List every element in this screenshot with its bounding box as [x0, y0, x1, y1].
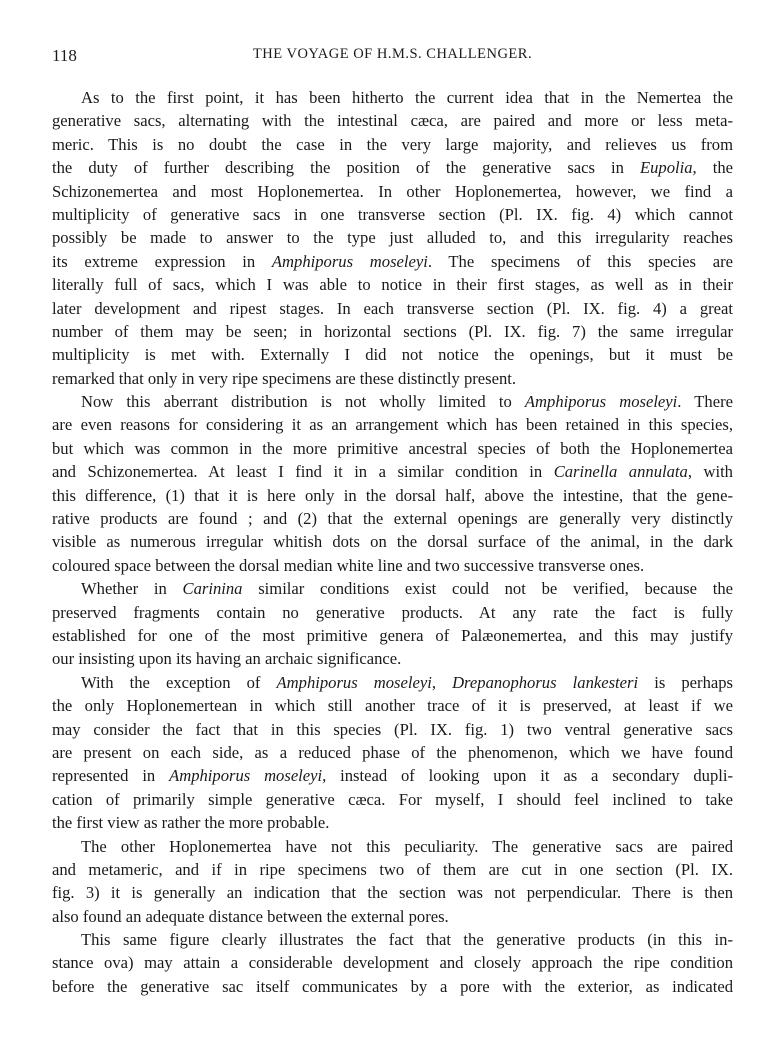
text-segment: visible as numerous irregular whitish dots on the dorsal surface of the animal, in the dark [52, 532, 733, 552]
text-segment: later development and ripest stages. In each transverse section (Pl. IX. fig. 4) a great [52, 298, 733, 318]
body-text [52, 86, 733, 998]
text-segment: similar conditions exist could not be verified, because the [242, 579, 733, 599]
text-line [52, 343, 733, 366]
italic-taxon-name: Amphiporus moseleyi [271, 251, 428, 271]
text-line [52, 951, 733, 974]
text-segment: represented in [52, 766, 170, 786]
text-segment: and metameric, and if in ripe specimens two of them are cut in one section (Pl. IX. [52, 859, 733, 879]
text-segment: stance ova) may attain a considerable development and closely approach the ripe condition [52, 953, 733, 973]
text-segment: As to the first point, it has been hitherto the current idea that in the Nemertea the [81, 88, 733, 107]
text-segment: multiplicity of generative sacs in one transverse section (Pl. IX. fig. 4) which cannot [52, 204, 733, 224]
text-segment: cation of primarily simple generative cæca. For myself, I should feel inclined to take [52, 789, 733, 809]
text-segment: Whether in [81, 579, 183, 599]
text-segment: this difference, (1) that it is here only in the dorsal half, above the intestine, that the gene- [52, 485, 733, 505]
text-line [52, 975, 733, 998]
text-line [52, 905, 733, 928]
text-segment: meric. This is no doubt the case in the very large majority, and relieves us from [52, 134, 733, 154]
text-segment: . There [677, 392, 733, 412]
text-line [52, 273, 733, 296]
paragraph [52, 86, 733, 390]
text-segment: the only Hoplonemertean in which still another trace of it is preserved, at least if we [52, 696, 733, 716]
text-segment: , [431, 672, 453, 692]
text-segment: . The specimens of this species are [427, 251, 733, 271]
text-line [52, 203, 733, 226]
italic-taxon-name: Carinina [182, 579, 243, 599]
text-segment: , the [692, 158, 734, 178]
text-line [52, 250, 733, 273]
page-number: 118 [52, 46, 77, 65]
text-line [52, 601, 733, 624]
italic-taxon-name: Carinella annulata [553, 462, 688, 482]
italic-taxon-name: Drepanophorus lankesteri [452, 672, 639, 692]
italic-taxon-name: Eupolia [639, 158, 693, 178]
italic-taxon-name: Amphiporus moseleyi [276, 672, 432, 692]
text-line [52, 741, 733, 764]
text-segment: its extreme expression in [52, 251, 272, 271]
text-line [52, 133, 733, 156]
text-line [52, 811, 733, 834]
text-segment: number of them may be seen; in horizontal sections (Pl. IX. fig. 7) the same irregular [52, 321, 733, 341]
text-line [52, 390, 733, 413]
paragraph [52, 390, 733, 577]
text-line [52, 835, 733, 858]
italic-taxon-name: Amphiporus moseleyi [524, 392, 678, 412]
text-line [52, 624, 733, 647]
text-line [52, 320, 733, 343]
text-line [52, 647, 733, 670]
text-segment: possibly be made to answer to the type just alluded to, and this irregularity reaches [52, 228, 733, 248]
text-segment: the first view as rather the more probable. [52, 813, 330, 833]
text-segment: The other Hoplonemertea have not this peculiarity. The generative sacs are paired [81, 836, 733, 856]
text-segment: Schizonemertea and most Hoplonemertea. In other Hoplonemertea, however, we find a [52, 181, 733, 201]
text-line [52, 180, 733, 203]
text-segment: is perhaps [638, 672, 733, 692]
text-segment: our insisting upon its having an archaic significance. [52, 649, 402, 669]
text-line [52, 109, 733, 132]
text-segment: are present on each side, as a reduced phase of the phenomenon, which we have found [52, 742, 733, 762]
text-segment: rative products are found ; and (2) that the external openings are generally very distinctly [52, 509, 733, 529]
text-segment: are even reasons for considering it as an arrangement which has been retained in this species, [52, 415, 733, 435]
text-line [52, 507, 733, 530]
text-line [52, 881, 733, 904]
text-segment: This same figure clearly illustrates the fact that the generative products (in this in- [81, 930, 733, 950]
text-segment: remarked that only in very ripe specimens are these distinctly present. [52, 368, 517, 388]
text-segment: , with [687, 462, 733, 482]
text-segment: before the generative sac itself communicates by a pore with the exterior, as indicated [52, 976, 733, 996]
text-segment: Now this aberrant distribution is not wholly limited to [81, 392, 525, 412]
text-segment: the duty of further describing the position of the generative sacs in [52, 158, 640, 178]
text-line [52, 671, 733, 694]
text-line [52, 413, 733, 436]
paragraph [52, 671, 733, 835]
text-segment: coloured space between the dorsal median white line and two successive transverse ones. [52, 555, 645, 575]
text-line [52, 297, 733, 320]
text-segment: and Schizonemertea. At least I find it in a similar condition in [52, 462, 554, 482]
text-line [52, 156, 733, 179]
text-segment: also found an adequate distance between the external pores. [52, 906, 449, 926]
paragraph [52, 928, 733, 998]
paragraph [52, 577, 733, 671]
text-line [52, 86, 733, 109]
text-line [52, 764, 733, 787]
page-header [52, 46, 733, 68]
text-line [52, 928, 733, 951]
text-line [52, 858, 733, 881]
text-segment: established for one of the most primitive genera of Palæonemertea, and this may justify [52, 625, 733, 645]
paragraph [52, 835, 733, 929]
text-line [52, 577, 733, 600]
text-segment: literally full of sacs, which I was able to notice in their first stages, as well as in their [52, 275, 733, 295]
text-line [52, 694, 733, 717]
text-line [52, 460, 733, 483]
text-line [52, 788, 733, 811]
text-line [52, 226, 733, 249]
italic-taxon-name: Amphiporus moseleyi [169, 766, 323, 786]
text-segment: fig. 3) it is generally an indication that the section was not perpendicular. There is then [52, 883, 733, 903]
text-line [52, 484, 733, 507]
text-segment: With the exception of [81, 672, 277, 692]
text-line [52, 367, 733, 390]
text-segment: generative sacs, alternating with the intestinal cæca, are paired and more or less meta- [52, 111, 733, 131]
text-segment: may consider the fact that in this species (Pl. IX. fig. 1) two ventral generative sacs [52, 719, 733, 739]
text-segment: preserved fragments contain no generative products. At any rate the fact is fully [52, 602, 733, 622]
text-line [52, 554, 733, 577]
text-segment: but which was common in the more primitive ancestral species of both the Hoplonemertea [52, 438, 733, 458]
text-line [52, 718, 733, 741]
text-line [52, 530, 733, 553]
text-line [52, 437, 733, 460]
running-title: THE VOYAGE OF H.M.S. CHALLENGER. [252, 46, 533, 62]
text-segment: , instead of looking upon it as a secondary dupli- [322, 766, 733, 786]
text-segment: multiplicity is met with. Externally I did not notice the openings, but it must be [52, 345, 733, 365]
